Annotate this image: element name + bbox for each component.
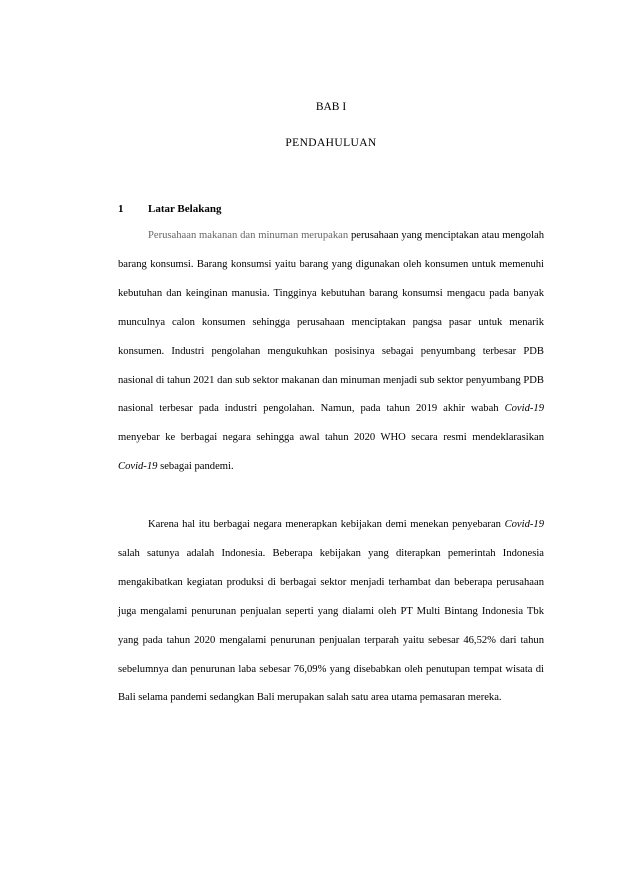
section-number: 1 [118,203,124,215]
paragraph-1-text-c: sebagai pandemi. [157,461,234,473]
covid-term: Covid-19 [504,403,544,415]
paragraph-1-text-b: menyebar ke berbagai negara sehingga awal tahun 2020 WHO secara resmi mendeklarasikan [118,432,544,444]
paragraph-2 [118,511,544,713]
section-title: Latar Belakang [148,203,222,215]
paragraph-1-text-a: perusahaan yang menciptakan atau mengolah barang konsumsi. Barang konsumsi yaitu barang yang digunakan oleh konsumen untuk memenuhi kebutuhan dan keinginan manusia. Tingginya kebutuhan barang konsumsi mengacu pada banyak munculnya calon konsumen sehingga perusahaan menciptakan pangsa pasar untuk menarik konsumen. Industri pengolahan mengukuhkan posisinya sebagai penyumbang terbesar PDB nasional di tahun 2021 dan sub sektor makanan dan minuman menjadi sub sektor penyumbang PDB nasional terbesar pada industri pengolahan. Namun, pada tahun 2019 akhir wabah [118,230,545,415]
covid-term: Covid-19 [504,519,544,530]
paragraph-1 [118,222,544,482]
paragraph-2-text-a: Karena hal itu berbagai negara menerapkan kebijakan demi menekan penyebaran [148,519,505,530]
paragraph-1-lead: Perusahaan makanan dan minuman merupakan [148,230,351,241]
chapter-title: PENDAHULUAN [285,137,377,149]
chapter-label: BAB I [315,101,347,113]
section-heading [118,203,221,215]
paragraph-2-text-b: salah satunya adalah Indonesia. Beberapa kebijakan yang diterapkan pemerintah Indonesia mengakibatkan kegiatan produksi di berbagai sektor menjadi terhambat dan beberapa perusahaan juga mengalami penurunan penjualan seperti yang dialami oleh PT Multi Bintang Indonesia Tbk yang pada tahun 2020 mengalami penurunan penjualan terparah yaitu sebesar 46,52% dari tahun sebelumnya dan penurunan laba sebesar 76,09% yang disebabkan oleh penutupan tempat wisata di Bali selama pandemi sedangkan Bali merupakan salah satu area utama pemasaran mereka. [118,547,544,704]
covid-term: Covid-19 [118,461,158,473]
